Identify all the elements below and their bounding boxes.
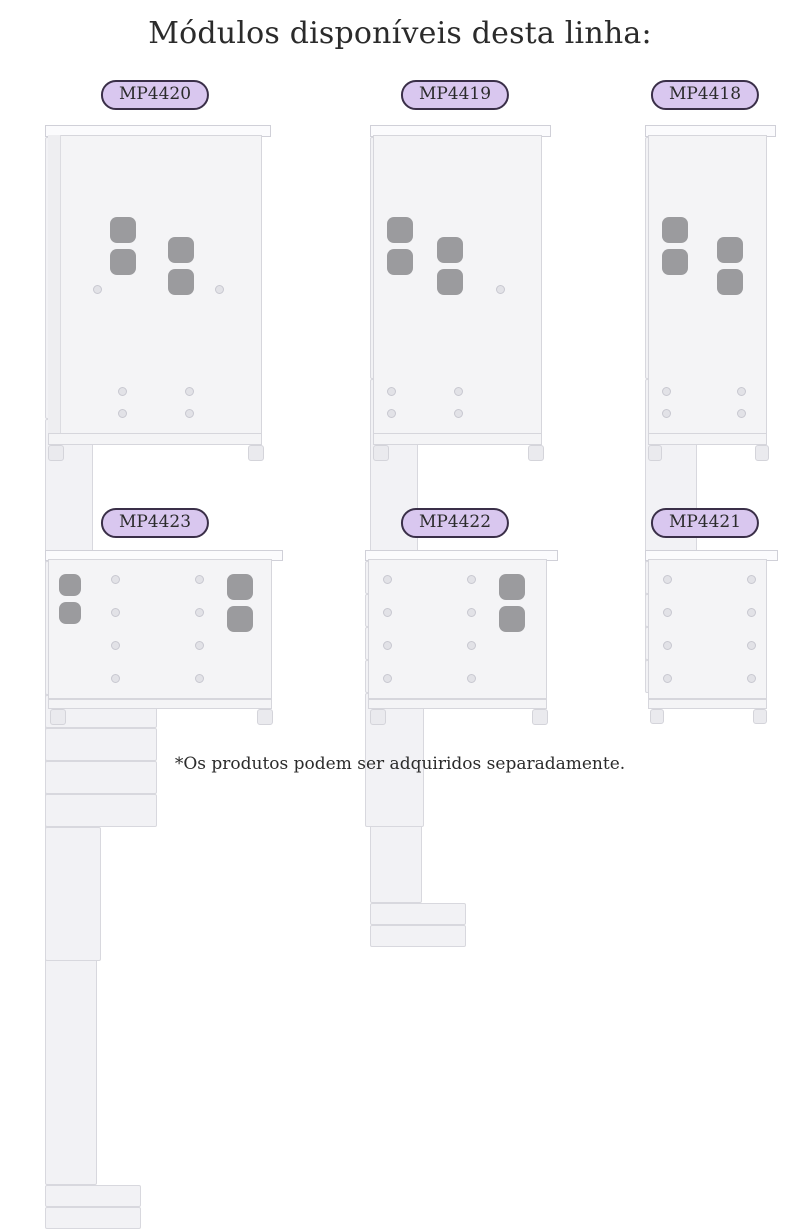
cabinet-base [368, 699, 547, 709]
module-mp4421[interactable] [580, 508, 800, 738]
cabinet-base [648, 699, 767, 709]
accent-panel-1 [110, 217, 136, 243]
dresser-2-doors-4-drawers [45, 550, 275, 725]
foot-right [755, 445, 769, 461]
drawer-knob-3[interactable] [383, 641, 392, 650]
drawer-knob-6[interactable] [467, 608, 476, 617]
cabinet-base [48, 699, 272, 709]
cabinet-base [373, 433, 542, 445]
accent-panel-2 [59, 602, 81, 624]
accent-panel-1 [662, 217, 688, 243]
drawer-knob-1[interactable] [663, 575, 672, 584]
accent-panel-4 [717, 269, 743, 295]
page-title: Módulos disponíveis desta linha: [148, 16, 652, 51]
module-mp4419[interactable] [300, 80, 580, 480]
accent-panel-4 [168, 269, 194, 295]
drawer-knob-1[interactable] [118, 387, 127, 396]
drawer-knob-2[interactable] [383, 608, 392, 617]
drawer-knob-5[interactable] [195, 575, 204, 584]
drawer-knob-2[interactable] [663, 608, 672, 617]
drawer-knob-8[interactable] [195, 674, 204, 683]
module-label-mp4422: MP4422 [401, 508, 509, 538]
drawer-knob-1[interactable] [111, 575, 120, 584]
drawer-1[interactable] [45, 1185, 141, 1207]
drawer-knob-4[interactable] [454, 409, 463, 418]
module-mp4422[interactable] [300, 508, 580, 738]
module-label-mp4423: MP4423 [101, 508, 209, 538]
drawer-knob-1[interactable] [383, 575, 392, 584]
foot-left [373, 445, 389, 461]
drawer-knob-2[interactable] [387, 409, 396, 418]
drawer-knob-7[interactable] [747, 641, 756, 650]
accent-panel-2 [662, 249, 688, 275]
accent-panel-1 [59, 574, 81, 596]
drawer-knob-3[interactable] [454, 387, 463, 396]
drawer-knob-5[interactable] [467, 575, 476, 584]
drawer-knob-7[interactable] [467, 641, 476, 650]
cabinet-body [48, 135, 262, 435]
cabinet-base [48, 433, 262, 445]
drawer-2[interactable] [45, 1207, 141, 1229]
drawer-knob-2[interactable] [118, 409, 127, 418]
drawer-knob-1[interactable] [662, 387, 671, 396]
drawer-knob-2[interactable] [111, 608, 120, 617]
drawer-knob-6[interactable] [747, 608, 756, 617]
door-knob-2[interactable] [215, 285, 224, 294]
foot-left [648, 445, 662, 461]
drawer-knob-6[interactable] [195, 608, 204, 617]
drawer-knob-4[interactable] [737, 409, 746, 418]
accent-panel-3 [227, 574, 253, 600]
drawer-knob-7[interactable] [195, 641, 204, 650]
drawer-2[interactable] [370, 925, 466, 947]
door-right[interactable] [45, 827, 101, 961]
door-knob-1[interactable] [93, 285, 102, 294]
cabinet-left-side [48, 135, 61, 435]
foot-right [532, 709, 548, 725]
drawer-knob-4[interactable] [383, 674, 392, 683]
module-label-mp4420: MP4420 [101, 80, 209, 110]
module-mp4418[interactable] [580, 80, 800, 480]
accent-panel-1 [499, 574, 525, 600]
wardrobe-4-doors [45, 125, 265, 465]
drawer-knob-3[interactable] [737, 387, 746, 396]
drawer-knob-3[interactable] [185, 387, 194, 396]
module-label-mp4421: MP4421 [651, 508, 759, 538]
wardrobe-3-doors [370, 125, 545, 465]
drawer-knob-3[interactable] [111, 641, 120, 650]
module-mp4420[interactable] [0, 80, 300, 480]
foot-left [650, 709, 664, 724]
foot-right [248, 445, 264, 461]
foot-right [753, 709, 767, 724]
foot-right [257, 709, 273, 725]
drawer-knob-4[interactable] [185, 409, 194, 418]
cabinet-base [648, 433, 767, 445]
drawer-knob-4[interactable] [663, 674, 672, 683]
accent-panel-3 [168, 237, 194, 263]
module-mp4423[interactable] [0, 508, 300, 738]
accent-panel-4 [437, 269, 463, 295]
accent-panel-3 [437, 237, 463, 263]
wardrobe-2-doors [645, 125, 770, 465]
accent-panel-4 [227, 606, 253, 632]
dresser-1-door-4-drawers [365, 550, 550, 725]
accent-panel-2 [387, 249, 413, 275]
drawer-knob-8[interactable] [747, 674, 756, 683]
drawer-1[interactable] [370, 903, 466, 925]
chest-4-drawers [645, 550, 770, 725]
foot-left [48, 445, 64, 461]
footnote-text: *Os produtos podem ser adquiridos separadamente. [174, 754, 626, 774]
door-knob-1[interactable] [496, 285, 505, 294]
drawer-knob-2[interactable] [662, 409, 671, 418]
drawer-knob-4[interactable] [111, 674, 120, 683]
module-label-mp4418: MP4418 [651, 80, 759, 110]
accent-panel-3 [717, 237, 743, 263]
foot-right [528, 445, 544, 461]
module-label-mp4419: MP4419 [401, 80, 509, 110]
drawer-4[interactable] [45, 794, 157, 827]
foot-left [370, 709, 386, 725]
accent-panel-2 [499, 606, 525, 632]
drawer-knob-3[interactable] [663, 641, 672, 650]
foot-left [50, 709, 66, 725]
accent-panel-2 [110, 249, 136, 275]
drawer-knob-8[interactable] [467, 674, 476, 683]
accent-panel-1 [387, 217, 413, 243]
drawer-knob-1[interactable] [387, 387, 396, 396]
drawer-knob-5[interactable] [747, 575, 756, 584]
